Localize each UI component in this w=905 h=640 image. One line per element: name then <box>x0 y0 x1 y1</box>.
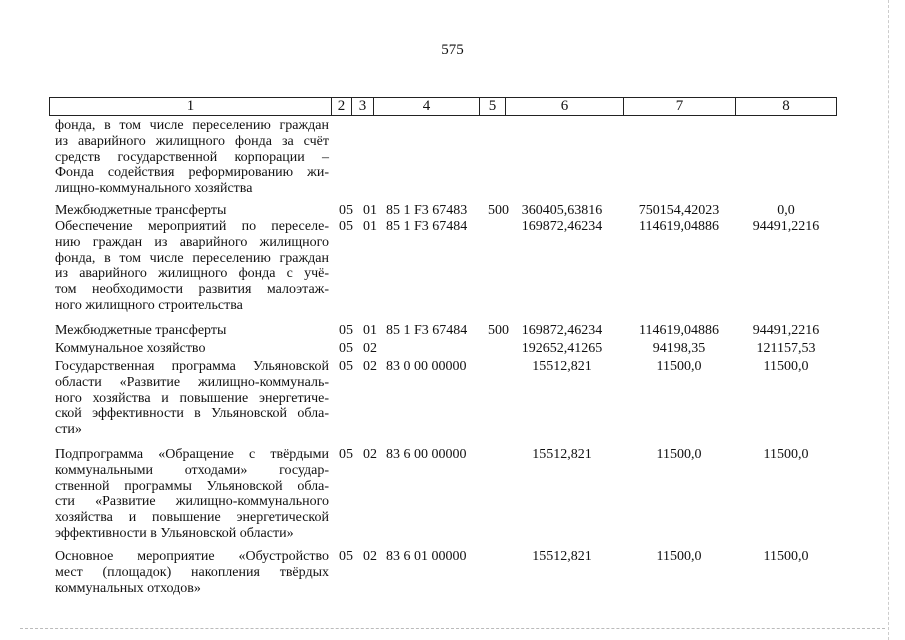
target-article-code: 83 6 00 00000 <box>386 447 467 462</box>
row-name-line: средств государственной корпорации – <box>55 149 329 165</box>
amount-col-6: 192652,41265 <box>521 341 603 356</box>
amount-col-7: 11500,0 <box>656 359 702 374</box>
bottom-divider <box>20 628 885 629</box>
row-name <box>55 118 329 197</box>
amount-col-6: 169872,46234 <box>521 219 603 234</box>
row-name-line: Государственная программа Ульяновской <box>55 359 329 374</box>
amount-col-6: 15512,821 <box>532 447 592 462</box>
amount-col-7: 11500,0 <box>656 549 702 564</box>
target-article-code: 83 6 01 00000 <box>386 549 467 564</box>
row-name-line: лищно-коммунального хозяйства <box>55 181 253 197</box>
row-name-line: Коммунальное хозяйство <box>55 341 206 356</box>
header-col-1: 1 <box>50 98 332 115</box>
row-name-line: Обеспечение мероприятий по переселе- <box>55 219 329 234</box>
amount-col-8: 94491,2216 <box>752 323 820 338</box>
section-code: 05 <box>339 549 353 564</box>
row-name-line: мест (площадок) накопления твёрдых <box>55 564 329 580</box>
row-name <box>55 219 329 314</box>
subsection-code: 02 <box>363 447 377 462</box>
row-name-line: Межбюджетные трансферты <box>55 323 227 338</box>
target-article-code: 85 1 F3 67484 <box>386 323 468 338</box>
row-name-line: сти «Развитие жилищно-коммунального <box>55 494 329 510</box>
section-code: 05 <box>339 203 353 218</box>
section-code: 05 <box>339 341 353 356</box>
row-name-line: том необходимости развития малоэтаж- <box>55 282 329 298</box>
row-name-line: Основное мероприятие «Обустройство <box>55 549 329 564</box>
subsection-code: 01 <box>363 323 377 338</box>
row-name-line: коммунальными отходами» государ- <box>55 462 329 478</box>
row-name-line: из аварийного жилищного фонда за счёт <box>55 133 329 149</box>
amount-col-8: 11500,0 <box>763 549 809 564</box>
row-name <box>55 359 329 438</box>
section-code: 05 <box>339 359 353 374</box>
row-name-line: Фонда содействия реформированию жи- <box>55 165 329 181</box>
row-name-line: нию граждан из аварийного жилищного <box>55 234 329 250</box>
amount-col-7: 94198,35 <box>652 341 706 356</box>
target-article-code: 85 1 F3 67484 <box>386 219 468 234</box>
row-name <box>55 447 329 542</box>
row-name <box>55 203 329 219</box>
amount-col-8: 121157,53 <box>756 341 816 356</box>
row-name-line: эффективности в Ульяновской области» <box>55 525 294 541</box>
amount-col-7: 114619,04886 <box>639 219 719 234</box>
amount-col-7: 750154,42023 <box>638 203 720 218</box>
table-header <box>49 97 837 116</box>
page-number: 575 <box>441 42 464 58</box>
row-name-line: фонда, в том числе переселению граждан <box>55 118 329 133</box>
amount-col-7: 11500,0 <box>656 447 702 462</box>
row-name-line: области «Развитие жилищно-коммуналь- <box>55 374 329 390</box>
subsection-code: 01 <box>363 203 377 218</box>
row-name-line: хозяйства и повышение энергетической <box>55 510 329 526</box>
row-name-line: фонда, в том числе переселению граждан <box>55 250 329 266</box>
row-name-line: Подпрограмма «Обращение с твёрдыми <box>55 447 329 462</box>
row-name <box>55 549 329 596</box>
amount-col-6: 15512,821 <box>532 549 592 564</box>
row-name <box>55 323 329 339</box>
amount-col-6: 15512,821 <box>532 359 592 374</box>
amount-col-8: 0,0 <box>777 203 795 218</box>
amount-col-8: 11500,0 <box>763 359 809 374</box>
header-col-4: 4 <box>374 98 480 115</box>
amount-col-7: 114619,04886 <box>639 323 719 338</box>
subsection-code: 02 <box>363 359 377 374</box>
header-col-3: 3 <box>352 98 374 115</box>
section-code: 05 <box>339 447 353 462</box>
header-col-6: 6 <box>506 98 624 115</box>
page-edge <box>888 0 889 640</box>
amount-col-8: 94491,2216 <box>752 219 820 234</box>
target-article-code: 83 0 00 00000 <box>386 359 467 374</box>
subsection-code: 02 <box>363 549 377 564</box>
amount-col-6: 360405,63816 <box>521 203 603 218</box>
target-article-code: 85 1 F3 67483 <box>386 203 468 218</box>
row-name-line: ного жилищного строительства <box>55 297 243 313</box>
row-name-line: из аварийного жилищного фонда с учё- <box>55 266 329 282</box>
header-col-8: 8 <box>782 98 790 114</box>
row-name-line: ного хозяйства и повышение энергетиче- <box>55 390 329 406</box>
amount-col-6: 169872,46234 <box>521 323 603 338</box>
header-col-5: 5 <box>480 98 506 115</box>
header-col-2: 2 <box>332 98 352 115</box>
header-col-7: 7 <box>624 98 736 115</box>
row-name <box>55 341 329 357</box>
expense-type-code: 500 <box>488 323 509 338</box>
row-name-line: сти» <box>55 422 82 438</box>
row-name-line: ственной программы Ульяновской обла- <box>55 478 329 494</box>
subsection-code: 02 <box>363 341 377 356</box>
subsection-code: 01 <box>363 219 377 234</box>
amount-col-8: 11500,0 <box>763 447 809 462</box>
expense-type-code: 500 <box>488 203 509 218</box>
section-code: 05 <box>339 219 353 234</box>
section-code: 05 <box>339 323 353 338</box>
row-name-line: коммунальных отходов» <box>55 580 201 596</box>
row-name-line: Межбюджетные трансферты <box>55 203 227 218</box>
row-name-line: ской эффективности в Ульяновской обла- <box>55 406 329 422</box>
